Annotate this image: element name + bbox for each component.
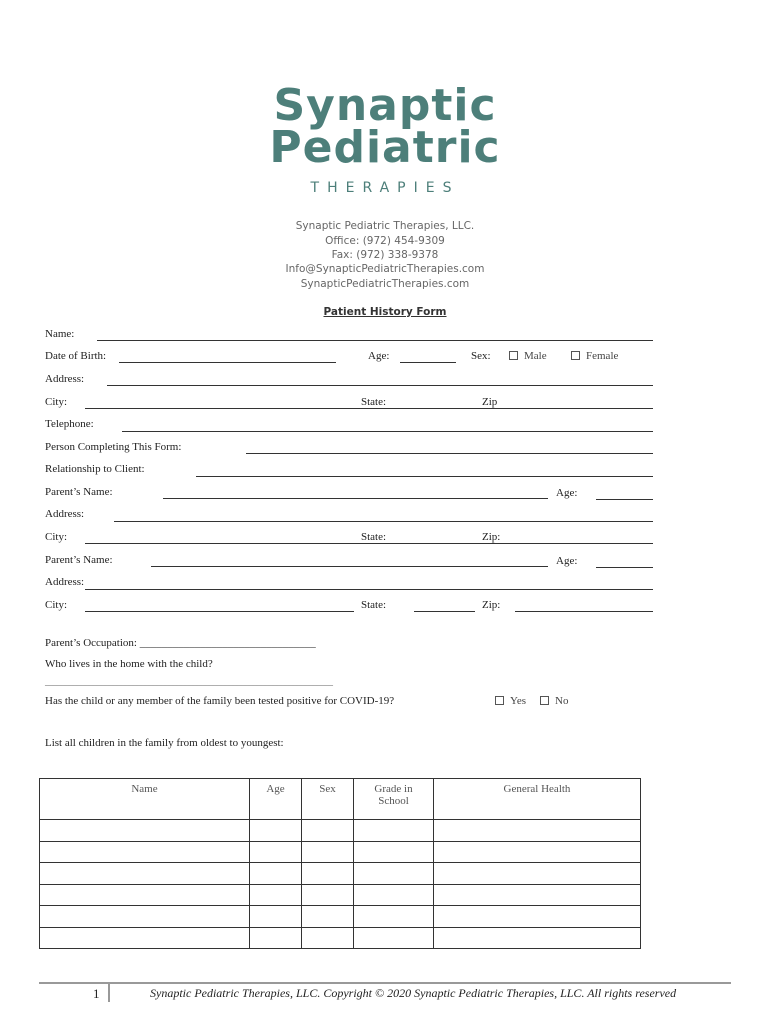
- age-label: Age:: [368, 350, 390, 362]
- cell-health[interactable]: [434, 927, 641, 949]
- logo-line-synaptic: Synaptic: [273, 80, 497, 131]
- parent1-name-label: Parent’s Name:: [45, 486, 113, 498]
- parent1-age-field[interactable]: [596, 499, 653, 500]
- cell-grade[interactable]: [354, 927, 434, 949]
- children-table: [39, 778, 641, 949]
- who-lives-answer-line[interactable]: ________________________________________________________________________: [45, 678, 333, 687]
- parent1-zip-label: Zip:: [482, 531, 501, 543]
- contact-office: Office: (972) 454-9309: [325, 235, 445, 247]
- cell-health[interactable]: [434, 884, 641, 906]
- cell-grade[interactable]: [354, 841, 434, 863]
- city-state-zip-field[interactable]: [85, 408, 653, 409]
- person-completing-label: Person Completing This Form:: [45, 441, 182, 453]
- state-label: State:: [361, 396, 387, 408]
- male-label: Male: [524, 350, 547, 362]
- contact-email[interactable]: Info@SynapticPediatricTherapies.com: [285, 263, 485, 275]
- table-row: [40, 841, 641, 863]
- covid-yes-checkbox[interactable]: [495, 695, 526, 707]
- cell-sex[interactable]: [302, 863, 354, 885]
- cell-name[interactable]: [40, 841, 250, 863]
- page-number: 1: [93, 986, 100, 1001]
- cell-health[interactable]: [434, 906, 641, 928]
- person-completing-field[interactable]: [246, 453, 653, 454]
- parent2-city-field[interactable]: [85, 611, 354, 612]
- parent1-address-label: Address:: [45, 508, 85, 520]
- header-age: Age: [250, 779, 302, 820]
- parent2-age-label: Age:: [556, 555, 578, 567]
- parent2-age-field[interactable]: [596, 567, 653, 568]
- table-row: [40, 927, 641, 949]
- cell-health[interactable]: [434, 820, 641, 842]
- name-field[interactable]: [97, 340, 653, 341]
- cell-name[interactable]: [40, 820, 250, 842]
- parent2-state-label: State:: [361, 599, 387, 611]
- header-sex: Sex: [302, 779, 354, 820]
- cell-age[interactable]: [250, 820, 302, 842]
- cell-name[interactable]: [40, 863, 250, 885]
- cell-grade[interactable]: [354, 906, 434, 928]
- form-title: Patient History Form: [323, 306, 447, 318]
- relationship-field[interactable]: [196, 476, 653, 477]
- covid-question: Has the child or any member of the family been tested positive for COVID-19?: [45, 695, 395, 707]
- dob-label: Date of Birth:: [45, 350, 107, 362]
- cell-name[interactable]: [40, 884, 250, 906]
- parent2-address-label: Address:: [45, 576, 85, 588]
- checkbox-icon: [571, 351, 580, 360]
- cell-health[interactable]: [434, 863, 641, 885]
- sex-label: Sex:: [471, 350, 491, 362]
- parent2-name-field[interactable]: [151, 566, 548, 567]
- cell-sex[interactable]: [302, 884, 354, 906]
- male-checkbox[interactable]: [509, 350, 547, 362]
- cell-name[interactable]: [40, 927, 250, 949]
- checkbox-icon: [509, 351, 518, 360]
- list-children-label: List all children in the family from oldest to youngest:: [45, 737, 284, 749]
- city-label: City:: [45, 396, 68, 408]
- parent2-name-label: Parent’s Name:: [45, 554, 113, 566]
- female-checkbox[interactable]: [571, 350, 618, 362]
- parent2-address-field[interactable]: [85, 589, 653, 590]
- age-field[interactable]: [400, 362, 456, 363]
- relationship-label: Relationship to Client:: [45, 463, 145, 475]
- contact-fax: Fax: (972) 338-9378: [331, 249, 439, 261]
- header-grade: Grade in School: [354, 779, 434, 820]
- parent2-city-label: City:: [45, 599, 68, 611]
- contact-website[interactable]: SynapticPediatricTherapies.com: [300, 278, 470, 290]
- table-row: [40, 863, 641, 885]
- cell-grade[interactable]: [354, 863, 434, 885]
- parent1-address-field[interactable]: [114, 521, 653, 522]
- footer-vertical-bar: [108, 984, 110, 1002]
- table-header-row: [40, 779, 641, 820]
- who-lives-question: Who lives in the home with the child?: [45, 658, 213, 670]
- table-row: [40, 820, 641, 842]
- cell-name[interactable]: [40, 906, 250, 928]
- telephone-field[interactable]: [122, 431, 653, 432]
- cell-grade[interactable]: [354, 820, 434, 842]
- footer-divider: [39, 982, 731, 984]
- female-label: Female: [586, 350, 619, 362]
- parent1-name-field[interactable]: [163, 498, 548, 499]
- checkbox-icon: [540, 696, 549, 705]
- cell-sex[interactable]: [302, 820, 354, 842]
- cell-age[interactable]: [250, 841, 302, 863]
- dob-field[interactable]: [119, 362, 336, 363]
- cell-sex[interactable]: [302, 906, 354, 928]
- address-label: Address:: [45, 373, 85, 385]
- cell-age[interactable]: [250, 906, 302, 928]
- table-row: [40, 884, 641, 906]
- header-general-health: General Health: [434, 779, 641, 820]
- logo-line-therapies: THERAPIES: [310, 180, 460, 196]
- occupation-question[interactable]: Parent’s Occupation: ________________________________: [45, 637, 316, 649]
- name-label: Name:: [45, 328, 75, 340]
- contact-company: Synaptic Pediatric Therapies, LLC.: [295, 220, 475, 232]
- parent1-age-label: Age:: [556, 487, 578, 499]
- cell-sex[interactable]: [302, 841, 354, 863]
- telephone-label: Telephone:: [45, 418, 94, 430]
- yes-label: Yes: [510, 695, 527, 707]
- parent1-city-label: City:: [45, 531, 68, 543]
- header-name: Name: [40, 779, 250, 820]
- parent2-zip-field[interactable]: [515, 611, 653, 612]
- cell-grade[interactable]: [354, 884, 434, 906]
- covid-no-checkbox[interactable]: [540, 695, 568, 707]
- cell-age[interactable]: [250, 884, 302, 906]
- parent1-state-label: State:: [361, 531, 387, 543]
- no-label: No: [555, 695, 569, 707]
- cell-health[interactable]: [434, 841, 641, 863]
- zip-label: Zip: [482, 396, 498, 408]
- cell-age[interactable]: [250, 927, 302, 949]
- checkbox-icon: [495, 696, 504, 705]
- cell-sex[interactable]: [302, 927, 354, 949]
- footer-copyright: Synaptic Pediatric Therapies, LLC. Copyright © 2020 Synaptic Pediatric Therapies, LLC. All rights reserved: [150, 986, 677, 1000]
- cell-age[interactable]: [250, 863, 302, 885]
- address-field[interactable]: [107, 385, 653, 386]
- parent1-city-state-zip-field[interactable]: [85, 543, 653, 544]
- logo-line-pediatric: Pediatric: [269, 122, 501, 173]
- table-row: [40, 906, 641, 928]
- parent2-zip-label: Zip:: [482, 599, 501, 611]
- parent2-state-field[interactable]: [414, 611, 475, 612]
